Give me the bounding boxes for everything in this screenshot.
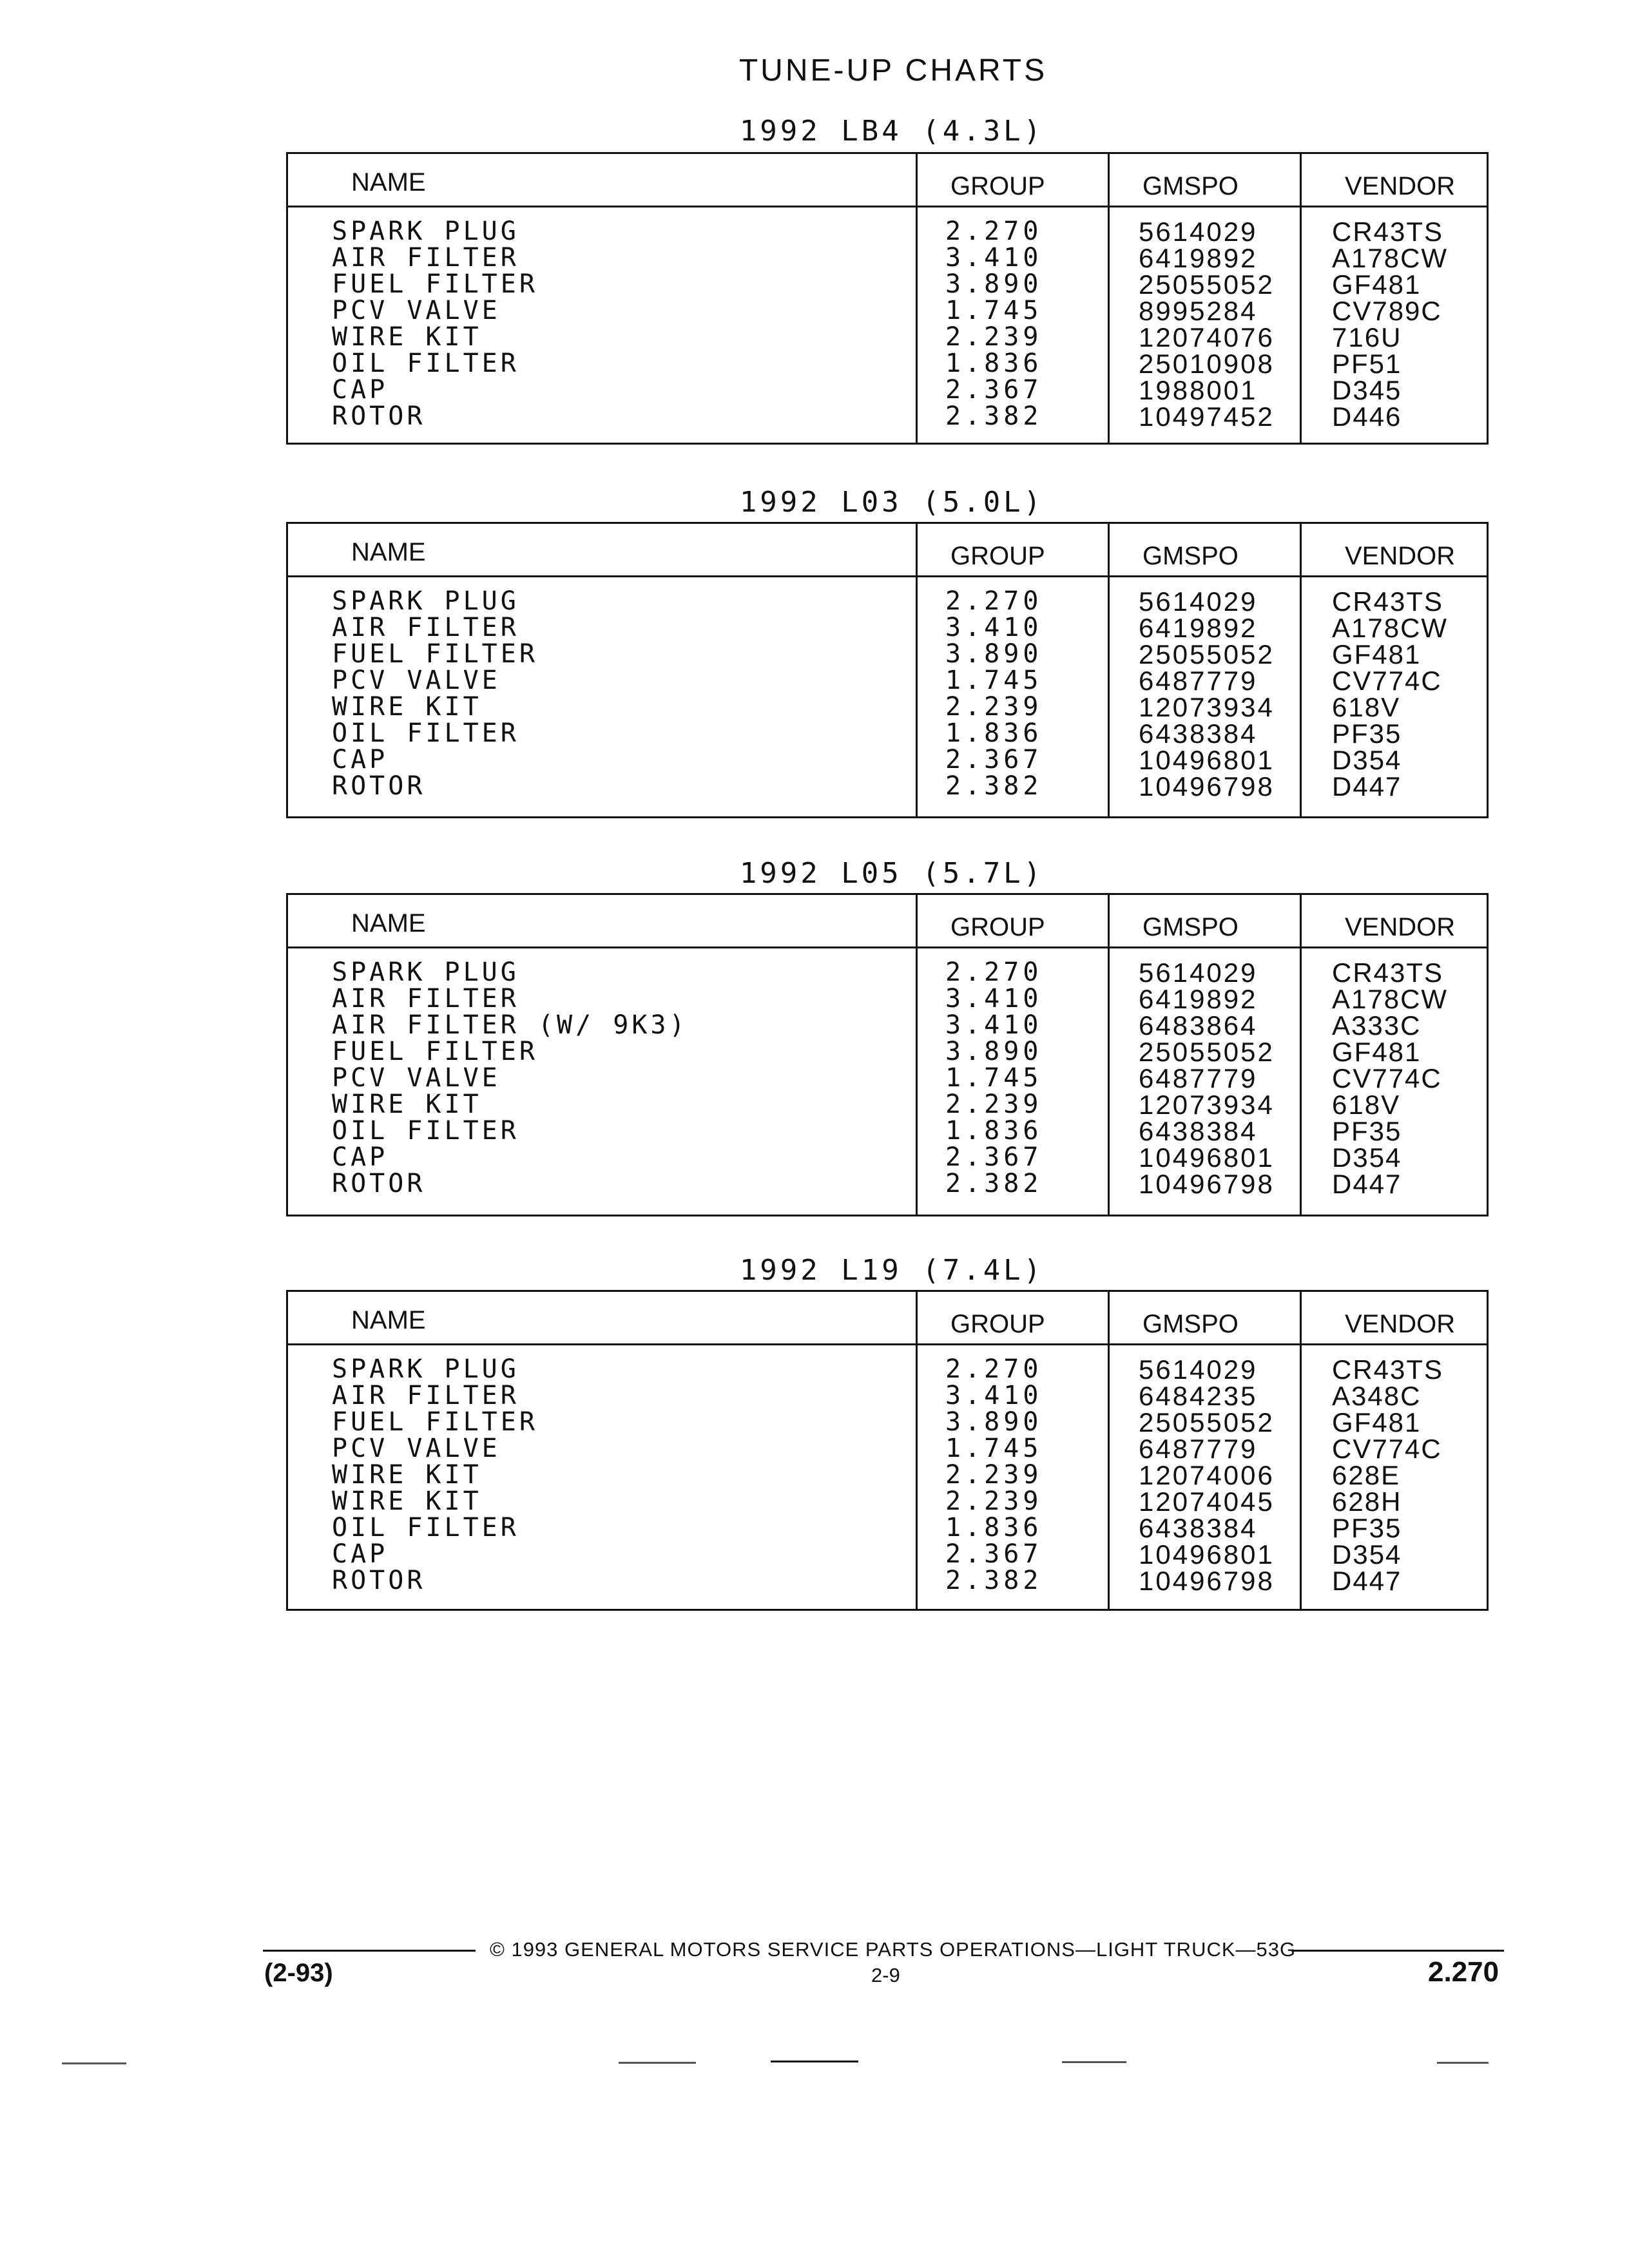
scan-mark (619, 2062, 696, 2064)
part-gmspo: 25055052 (1139, 1407, 1275, 1437)
part-group: 1.745 (945, 1063, 1043, 1093)
part-gmspo: 5614029 (1139, 216, 1258, 247)
table-row (288, 1488, 1487, 1515)
part-group: 3.410 (945, 1010, 1043, 1040)
part-gmspo: 6484235 (1139, 1381, 1258, 1411)
part-name: OIL FILTER (332, 718, 519, 748)
part-group: 3.410 (945, 243, 1043, 273)
engine-heading: 1992 LB4 (4.3L) (739, 115, 1045, 148)
table-row (288, 271, 1487, 298)
part-gmspo: 5614029 (1139, 586, 1258, 617)
part-name: WIRE KIT (332, 1460, 482, 1490)
part-name: AIR FILTER (W/ 9K3) (332, 1010, 688, 1040)
part-vendor: GF481 (1332, 1407, 1422, 1437)
table-row (288, 1118, 1487, 1144)
part-vendor: CR43TS (1332, 1354, 1444, 1385)
part-name: PCV VALVE (332, 666, 501, 695)
part-name: FUEL FILTER (332, 1037, 538, 1066)
part-vendor: D345 (1332, 375, 1402, 405)
column-header-vendor: VENDOR (1345, 1310, 1456, 1338)
part-group: 2.239 (945, 1460, 1043, 1490)
part-vendor: PF35 (1332, 1513, 1402, 1543)
column-header-vendor: VENDOR (1345, 172, 1456, 200)
part-gmspo: 10496798 (1139, 771, 1275, 802)
part-name: PCV VALVE (332, 1063, 501, 1093)
part-gmspo: 6483864 (1139, 1010, 1258, 1041)
part-group: 3.890 (945, 639, 1043, 669)
part-group: 2.367 (945, 375, 1043, 405)
column-header-name: NAME (351, 909, 426, 937)
table-row (288, 1171, 1487, 1197)
part-gmspo: 10496801 (1139, 1142, 1275, 1173)
part-vendor: A333C (1332, 1010, 1422, 1041)
part-vendor: PF35 (1332, 718, 1402, 749)
part-group: 3.890 (945, 1407, 1043, 1437)
part-name: AIR FILTER (332, 1381, 519, 1410)
part-group: 3.890 (945, 1037, 1043, 1066)
part-group: 2.382 (945, 401, 1043, 431)
part-group: 2.270 (945, 216, 1043, 246)
part-vendor: D447 (1332, 1169, 1402, 1199)
part-gmspo: 6419892 (1139, 984, 1258, 1014)
part-name: SPARK PLUG (332, 216, 519, 246)
table-row (288, 986, 1487, 1012)
part-name: CAP (332, 375, 389, 405)
table-row (288, 1356, 1487, 1383)
part-vendor: CR43TS (1332, 957, 1444, 988)
table-row (288, 1039, 1487, 1065)
part-name: OIL FILTER (332, 349, 519, 378)
part-vendor: D447 (1332, 1566, 1402, 1596)
table-row (288, 1409, 1487, 1436)
part-gmspo: 10497452 (1139, 401, 1275, 432)
table-row (288, 1012, 1487, 1039)
page-title: TUNE-UP CHARTS (738, 53, 1048, 88)
part-group: 2.367 (945, 1539, 1043, 1569)
footer-section-number: 2.270 (1428, 1956, 1499, 1988)
part-gmspo: 25010908 (1139, 349, 1275, 379)
scan-mark (1437, 2062, 1489, 2064)
table-row (288, 615, 1487, 641)
part-name: SPARK PLUG (332, 1354, 519, 1384)
part-name: AIR FILTER (332, 243, 519, 273)
footer-page-number: 2-9 (871, 1964, 900, 1986)
part-name: SPARK PLUG (332, 957, 519, 987)
parts-table (286, 152, 1489, 445)
part-vendor: D354 (1332, 1539, 1402, 1570)
scan-mark (1062, 2061, 1126, 2063)
part-vendor: PF35 (1332, 1116, 1402, 1146)
part-name: FUEL FILTER (332, 269, 538, 299)
part-vendor: D447 (1332, 771, 1402, 802)
part-name: CAP (332, 1142, 389, 1172)
part-vendor: GF481 (1332, 639, 1422, 669)
column-header-group: GROUP (950, 913, 1045, 941)
part-gmspo: 6487779 (1139, 1434, 1258, 1464)
table-row (288, 218, 1487, 245)
column-header-group: GROUP (950, 1310, 1045, 1338)
part-vendor: 628E (1332, 1460, 1401, 1490)
table-row (288, 773, 1487, 800)
part-vendor: CV774C (1332, 1434, 1442, 1464)
column-header-name: NAME (351, 538, 426, 566)
scan-mark (771, 2061, 858, 2062)
part-vendor: D354 (1332, 745, 1402, 775)
part-vendor: A178CW (1332, 613, 1449, 643)
part-vendor: D446 (1332, 401, 1402, 432)
part-name: AIR FILTER (332, 984, 519, 1014)
part-group: 2.382 (945, 771, 1043, 801)
part-vendor: CV774C (1332, 1063, 1442, 1093)
table-row (288, 245, 1487, 271)
part-vendor: CR43TS (1332, 586, 1444, 617)
table-row (288, 694, 1487, 720)
part-gmspo: 6487779 (1139, 1063, 1258, 1093)
table-row (288, 1144, 1487, 1171)
footer-rule-right (1291, 1950, 1504, 1952)
part-group: 2.382 (945, 1566, 1043, 1595)
part-group: 1.836 (945, 718, 1043, 748)
part-gmspo: 6487779 (1139, 666, 1258, 696)
part-gmspo: 10496801 (1139, 1539, 1275, 1570)
part-name: ROTOR (332, 1566, 426, 1595)
part-vendor: GF481 (1332, 269, 1422, 300)
part-name: FUEL FILTER (332, 639, 538, 669)
column-header-gmspo: GMSPO (1142, 1310, 1239, 1338)
table-row (288, 298, 1487, 324)
footer-copyright: © 1993 GENERAL MOTORS SERVICE PARTS OPERATIONS—LIGHT TRUCK—53G (490, 1938, 1296, 1961)
table-row (288, 1383, 1487, 1409)
part-gmspo: 5614029 (1139, 957, 1258, 988)
part-group: 1.836 (945, 349, 1043, 378)
part-group: 3.890 (945, 269, 1043, 299)
part-gmspo: 6419892 (1139, 613, 1258, 643)
part-name: WIRE KIT (332, 322, 482, 352)
part-group: 2.239 (945, 1090, 1043, 1119)
column-header-vendor: VENDOR (1345, 542, 1456, 570)
part-name: ROTOR (332, 401, 426, 431)
table-row (288, 1541, 1487, 1568)
column-header-group: GROUP (950, 542, 1045, 570)
table-row (288, 1436, 1487, 1462)
part-vendor: 716U (1332, 322, 1402, 352)
part-vendor: D354 (1332, 1142, 1402, 1173)
part-group: 1.745 (945, 666, 1043, 695)
part-name: PCV VALVE (332, 296, 501, 325)
part-gmspo: 1988001 (1139, 375, 1258, 405)
engine-heading: 1992 L05 (5.7L) (739, 857, 1045, 890)
part-group: 3.410 (945, 984, 1043, 1014)
part-gmspo: 12073934 (1139, 1090, 1275, 1120)
part-name: PCV VALVE (332, 1434, 501, 1463)
part-gmspo: 8995284 (1139, 296, 1258, 326)
part-gmspo: 6419892 (1139, 243, 1258, 273)
part-group: 2.239 (945, 322, 1043, 352)
table-row (288, 668, 1487, 694)
table-row (288, 588, 1487, 615)
part-name: FUEL FILTER (332, 1407, 538, 1437)
part-group: 1.836 (945, 1116, 1043, 1146)
part-gmspo: 10496801 (1139, 745, 1275, 775)
footer-date: (2-93) (264, 1959, 333, 1987)
part-vendor: 628H (1332, 1486, 1402, 1517)
part-gmspo: 25055052 (1139, 639, 1275, 669)
part-vendor: PF51 (1332, 349, 1402, 379)
column-header-gmspo: GMSPO (1142, 542, 1239, 570)
column-header-name: NAME (351, 168, 426, 197)
parts-table (286, 522, 1489, 818)
table-row (288, 747, 1487, 773)
part-group: 1.745 (945, 296, 1043, 325)
table-row (288, 720, 1487, 747)
part-name: AIR FILTER (332, 613, 519, 642)
part-name: CAP (332, 745, 389, 774)
table-row (288, 959, 1487, 986)
part-group: 2.270 (945, 586, 1043, 616)
part-gmspo: 6438384 (1139, 1116, 1258, 1146)
part-vendor: CV774C (1332, 666, 1442, 696)
part-group: 2.367 (945, 745, 1043, 774)
table-row (288, 377, 1487, 403)
part-gmspo: 5614029 (1139, 1354, 1258, 1385)
parts-table (286, 1290, 1489, 1611)
part-group: 1.836 (945, 1513, 1043, 1542)
part-gmspo: 6438384 (1139, 718, 1258, 749)
part-group: 2.239 (945, 692, 1043, 722)
part-gmspo: 12074076 (1139, 322, 1275, 352)
part-vendor: A178CW (1332, 984, 1449, 1014)
part-group: 3.410 (945, 1381, 1043, 1410)
part-gmspo: 6438384 (1139, 1513, 1258, 1543)
column-header-group: GROUP (950, 172, 1045, 200)
engine-heading: 1992 L03 (5.0L) (739, 486, 1045, 519)
part-name: WIRE KIT (332, 1486, 482, 1516)
engine-heading: 1992 L19 (7.4L) (739, 1254, 1045, 1287)
part-vendor: CV789C (1332, 296, 1442, 326)
part-vendor: 618V (1332, 1090, 1401, 1120)
scan-mark (62, 2062, 126, 2064)
table-row (288, 1091, 1487, 1118)
table-row (288, 403, 1487, 430)
part-name: WIRE KIT (332, 1090, 482, 1119)
column-header-gmspo: GMSPO (1142, 913, 1239, 941)
footer-rule-left (263, 1950, 476, 1952)
parts-table (286, 893, 1489, 1216)
table-row (288, 324, 1487, 351)
part-gmspo: 12074006 (1139, 1460, 1275, 1490)
column-header-name: NAME (351, 1306, 426, 1334)
part-vendor: A348C (1332, 1381, 1422, 1411)
part-name: WIRE KIT (332, 692, 482, 722)
part-group: 2.239 (945, 1486, 1043, 1516)
part-gmspo: 10496798 (1139, 1169, 1275, 1199)
part-name: OIL FILTER (332, 1513, 519, 1542)
part-vendor: 618V (1332, 692, 1401, 722)
part-vendor: CR43TS (1332, 216, 1444, 247)
table-row (288, 351, 1487, 377)
part-group: 2.270 (945, 1354, 1043, 1384)
table-row (288, 1065, 1487, 1091)
column-header-vendor: VENDOR (1345, 913, 1456, 941)
part-gmspo: 12073934 (1139, 692, 1275, 722)
part-group: 2.382 (945, 1169, 1043, 1198)
part-name: ROTOR (332, 771, 426, 801)
table-row (288, 641, 1487, 668)
part-group: 2.367 (945, 1142, 1043, 1172)
part-name: CAP (332, 1539, 389, 1569)
part-gmspo: 10496798 (1139, 1566, 1275, 1596)
part-name: SPARK PLUG (332, 586, 519, 616)
part-group: 1.745 (945, 1434, 1043, 1463)
part-name: ROTOR (332, 1169, 426, 1198)
part-gmspo: 12074045 (1139, 1486, 1275, 1517)
table-row (288, 1515, 1487, 1541)
table-row (288, 1568, 1487, 1594)
part-group: 2.270 (945, 957, 1043, 987)
part-vendor: GF481 (1332, 1037, 1422, 1067)
part-vendor: A178CW (1332, 243, 1449, 273)
table-row (288, 1462, 1487, 1488)
column-header-gmspo: GMSPO (1142, 172, 1239, 200)
part-name: OIL FILTER (332, 1116, 519, 1146)
part-gmspo: 25055052 (1139, 1037, 1275, 1067)
part-gmspo: 25055052 (1139, 269, 1275, 300)
part-group: 3.410 (945, 613, 1043, 642)
